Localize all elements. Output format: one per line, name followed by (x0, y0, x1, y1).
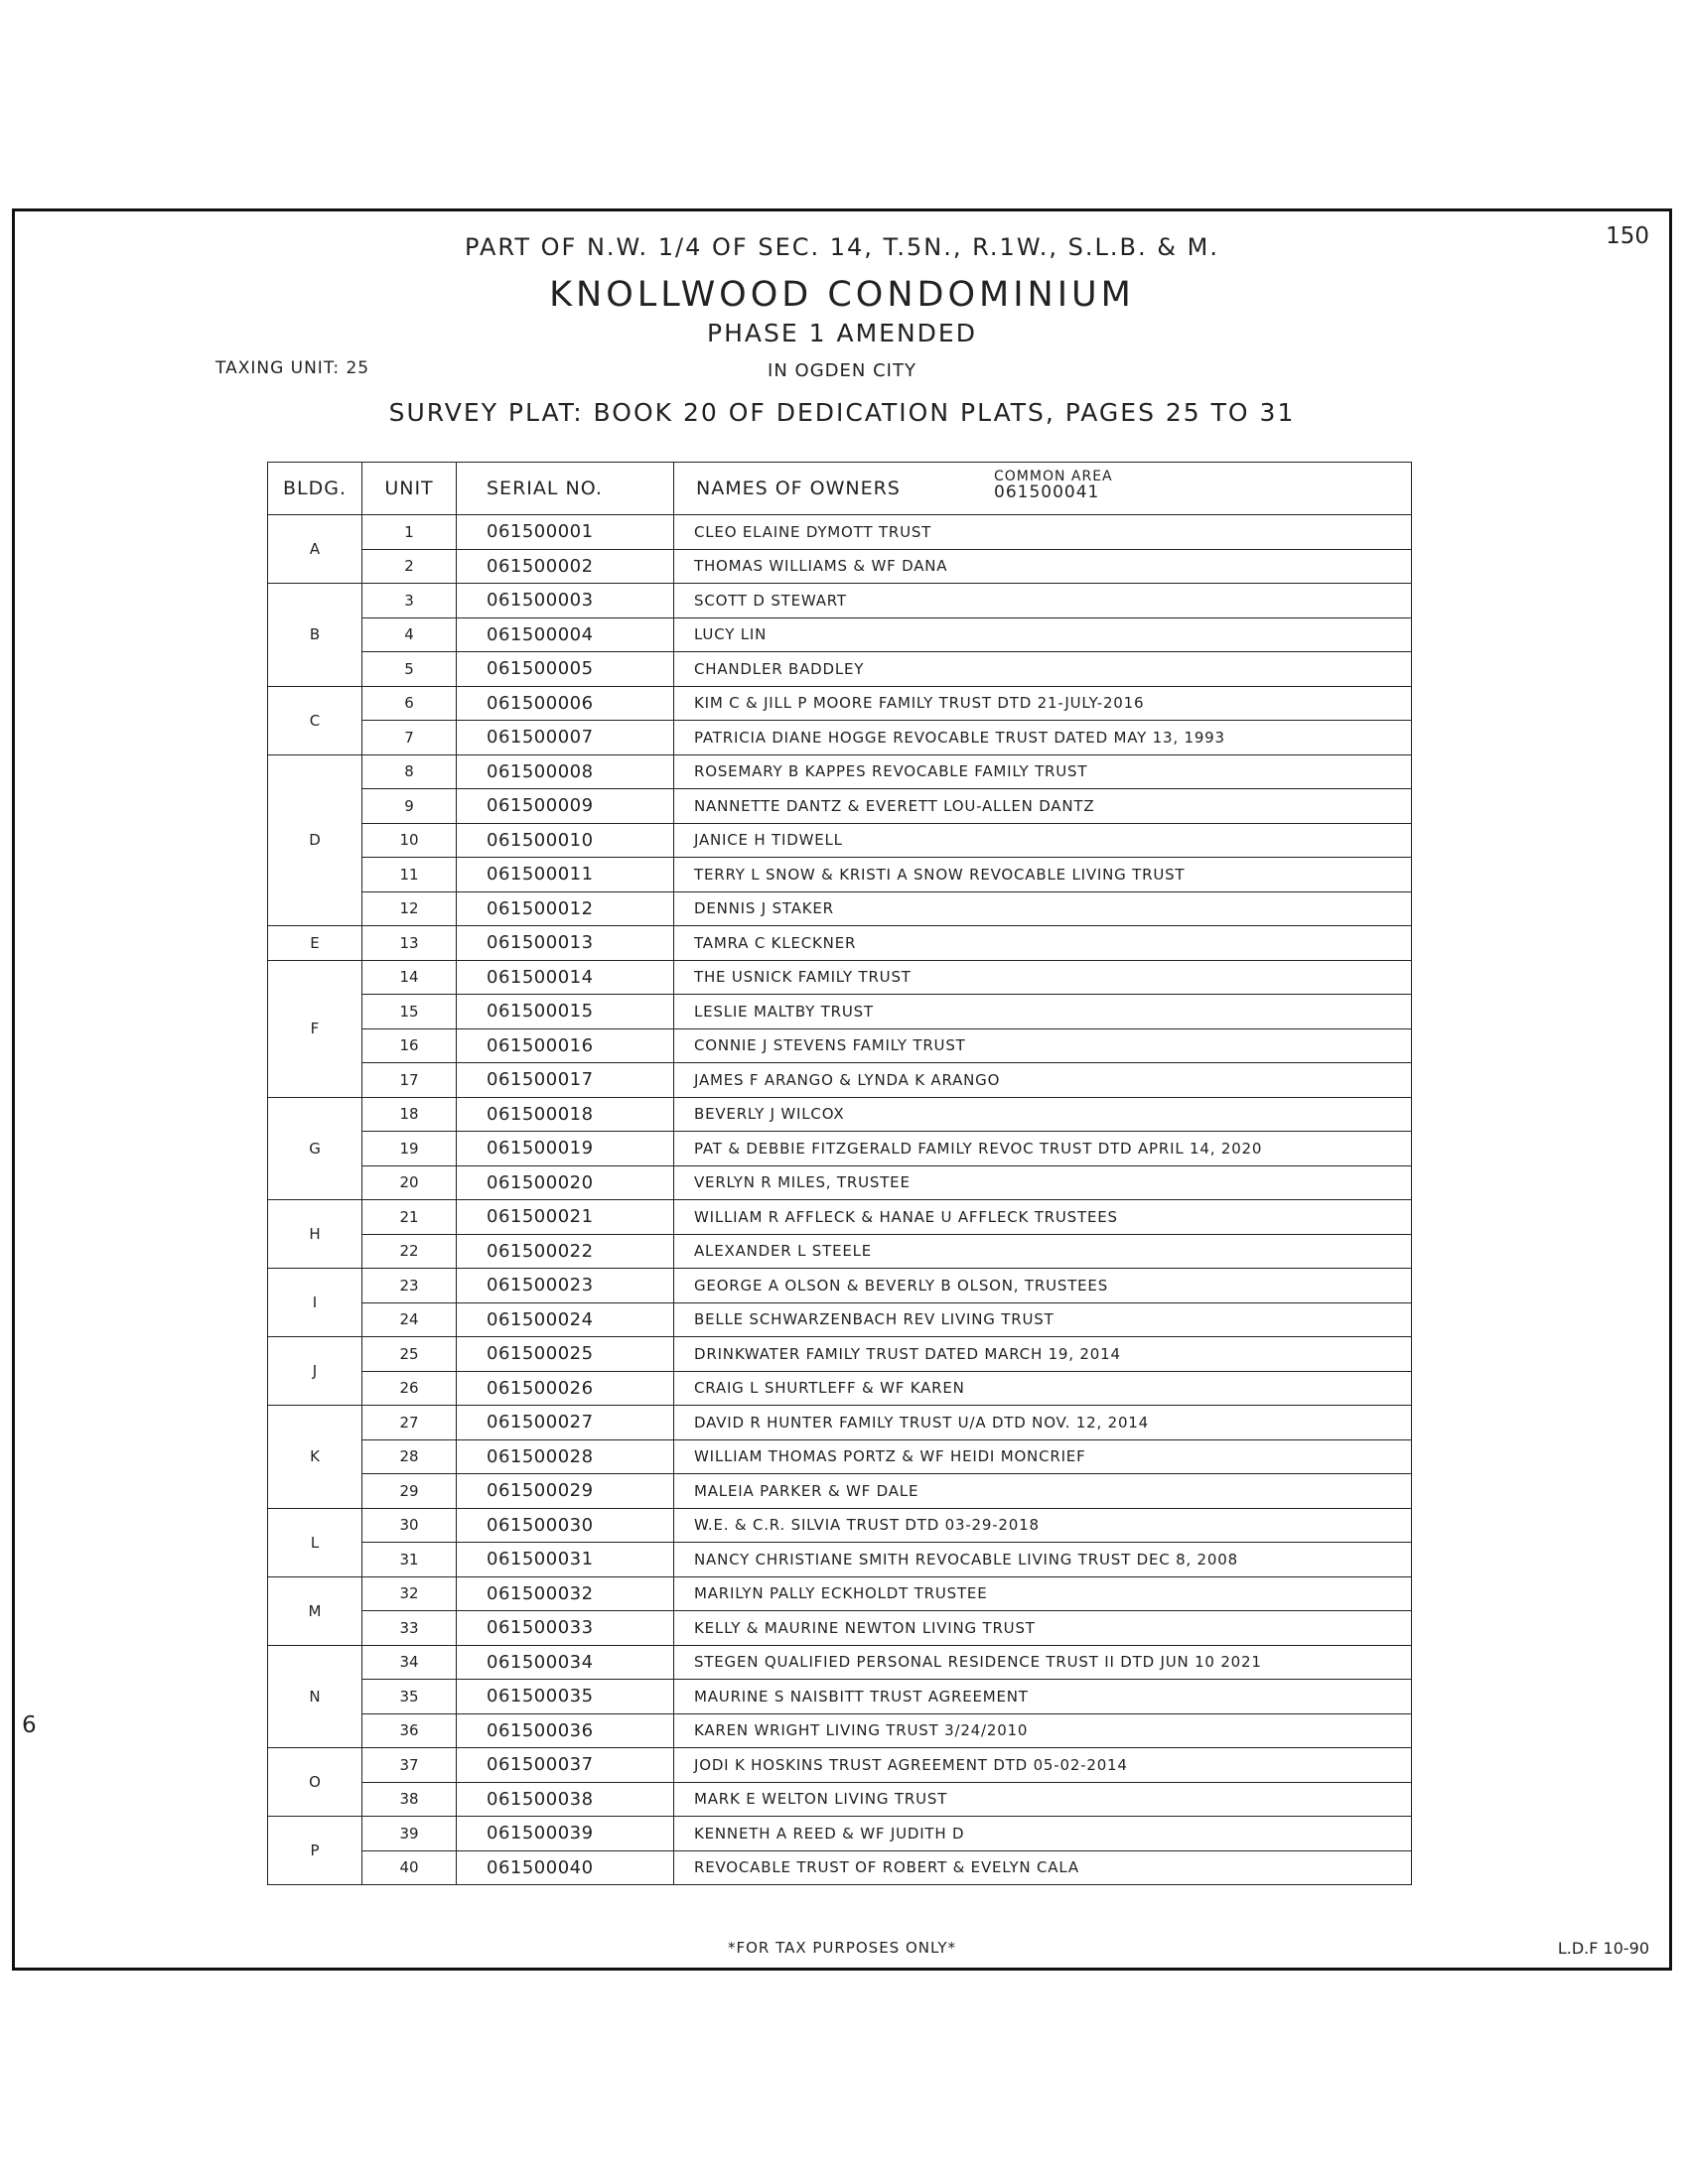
column-header-owners (674, 463, 1412, 515)
unit-cell: 17 (362, 1063, 457, 1098)
serial-cell: 061500024 (457, 1302, 674, 1337)
owner-name-cell: CHANDLER BADDLEY (674, 652, 1412, 687)
serial-cell: 061500022 (457, 1234, 674, 1269)
table-row (268, 1645, 1412, 1680)
table-row (268, 1097, 1412, 1132)
table-row (268, 1576, 1412, 1611)
unit-cell: 32 (362, 1576, 457, 1611)
serial-cell: 061500006 (457, 686, 674, 721)
unit-cell: 16 (362, 1028, 457, 1063)
table-row (268, 1302, 1412, 1337)
unit-cell: 11 (362, 858, 457, 892)
unit-cell: 1 (362, 515, 457, 550)
serial-cell: 061500029 (457, 1474, 674, 1509)
left-page-number: 6 (22, 1712, 37, 1738)
table-row (268, 858, 1412, 892)
table-row (268, 1748, 1412, 1783)
serial-cell: 061500002 (457, 549, 674, 584)
owner-name-cell: JAMES F ARANGO & LYNDA K ARANGO (674, 1063, 1412, 1098)
owner-name-cell: TAMRA C KLECKNER (674, 926, 1412, 961)
unit-cell: 39 (362, 1817, 457, 1851)
building-cell: B (268, 584, 362, 687)
table-row (268, 1371, 1412, 1406)
owners-header-label: NAMES OF OWNERS (696, 478, 901, 499)
unit-cell: 13 (362, 926, 457, 961)
unit-cell: 21 (362, 1200, 457, 1235)
building-cell: L (268, 1508, 362, 1576)
serial-cell: 061500033 (457, 1611, 674, 1646)
owner-name-cell: DRINKWATER FAMILY TRUST DATED MARCH 19, 2014 (674, 1337, 1412, 1372)
unit-cell: 37 (362, 1748, 457, 1783)
unit-cell: 15 (362, 995, 457, 1029)
owner-name-cell: LESLIE MALTBY TRUST (674, 995, 1412, 1029)
table-row (268, 1406, 1412, 1440)
serial-cell: 061500005 (457, 652, 674, 687)
owner-name-cell: GEORGE A OLSON & BEVERLY B OLSON, TRUSTEES (674, 1269, 1412, 1303)
survey-plat-reference: SURVEY PLAT: BOOK 20 OF DEDICATION PLATS, PAGES 25 TO 31 (388, 398, 1296, 427)
serial-cell: 061500011 (457, 858, 674, 892)
common-area (994, 469, 1113, 501)
building-cell: D (268, 754, 362, 926)
table-row (268, 1474, 1412, 1509)
building-cell: J (268, 1337, 362, 1406)
building-cell: F (268, 960, 362, 1097)
owner-name-cell: KAREN WRIGHT LIVING TRUST 3/24/2010 (674, 1713, 1412, 1748)
building-cell: C (268, 686, 362, 754)
unit-cell: 30 (362, 1508, 457, 1543)
serial-cell: 061500039 (457, 1817, 674, 1851)
serial-cell: 061500019 (457, 1132, 674, 1166)
table-row (268, 1782, 1412, 1817)
table-row (268, 754, 1412, 789)
building-cell: A (268, 515, 362, 584)
serial-cell: 061500035 (457, 1680, 674, 1714)
table-row (268, 823, 1412, 858)
unit-cell: 31 (362, 1543, 457, 1577)
table-row (268, 1713, 1412, 1748)
serial-cell: 061500007 (457, 721, 674, 755)
table-row (268, 1165, 1412, 1200)
table-row (268, 1234, 1412, 1269)
table-row (268, 549, 1412, 584)
unit-cell: 24 (362, 1302, 457, 1337)
table-row (268, 652, 1412, 687)
table-row (268, 1439, 1412, 1474)
table-row (268, 1611, 1412, 1646)
owner-name-cell: TERRY L SNOW & KRISTI A SNOW REVOCABLE LIVING TRUST (674, 858, 1412, 892)
building-cell: K (268, 1406, 362, 1509)
table-row (268, 1200, 1412, 1235)
unit-cell: 4 (362, 617, 457, 652)
serial-cell: 061500009 (457, 789, 674, 824)
table-row (268, 1680, 1412, 1714)
table-row (268, 1543, 1412, 1577)
table-row (268, 1132, 1412, 1166)
common-area-serial: 061500041 (994, 482, 1100, 502)
owner-name-cell: W.E. & C.R. SILVIA TRUST DTD 03-29-2018 (674, 1508, 1412, 1543)
unit-cell: 29 (362, 1474, 457, 1509)
ownership-table (267, 462, 1412, 1885)
unit-cell: 28 (362, 1439, 457, 1474)
building-cell: N (268, 1645, 362, 1748)
table-header-row (268, 463, 1412, 515)
unit-cell: 35 (362, 1680, 457, 1714)
table-row (268, 1028, 1412, 1063)
serial-cell: 061500017 (457, 1063, 674, 1098)
serial-cell: 061500004 (457, 617, 674, 652)
owner-name-cell: PATRICIA DIANE HOGGE REVOCABLE TRUST DATED MAY 13, 1993 (674, 721, 1412, 755)
building-cell: I (268, 1269, 362, 1337)
owner-name-cell: ALEXANDER L STEELE (674, 1234, 1412, 1269)
owner-name-cell: DENNIS J STAKER (674, 891, 1412, 926)
owner-name-cell: WILLIAM R AFFLECK & HANAE U AFFLECK TRUSTEES (674, 1200, 1412, 1235)
serial-cell: 061500010 (457, 823, 674, 858)
unit-cell: 26 (362, 1371, 457, 1406)
owner-name-cell: PAT & DEBBIE FITZGERALD FAMILY REVOC TRUST DTD APRIL 14, 2020 (674, 1132, 1412, 1166)
owner-name-cell: THE USNICK FAMILY TRUST (674, 960, 1412, 995)
serial-cell: 061500031 (457, 1543, 674, 1577)
page-title: KNOLLWOOD CONDOMINIUM (549, 275, 1135, 315)
unit-cell: 34 (362, 1645, 457, 1680)
unit-cell: 19 (362, 1132, 457, 1166)
building-cell: H (268, 1200, 362, 1269)
common-area-label: COMMON AREA (994, 469, 1113, 484)
owner-name-cell: ROSEMARY B KAPPES REVOCABLE FAMILY TRUST (674, 754, 1412, 789)
serial-cell: 061500034 (457, 1645, 674, 1680)
table-row (268, 1850, 1412, 1885)
building-cell: O (268, 1748, 362, 1817)
serial-cell: 061500026 (457, 1371, 674, 1406)
column-header-serial: SERIAL NO. (457, 463, 674, 515)
plat-sheet (12, 208, 1672, 1971)
owner-name-cell: MALEIA PARKER & WF DALE (674, 1474, 1412, 1509)
column-header-bldg: BLDG. (268, 463, 362, 515)
unit-cell: 20 (362, 1165, 457, 1200)
serial-cell: 061500008 (457, 754, 674, 789)
serial-cell: 061500038 (457, 1782, 674, 1817)
owner-name-cell: THOMAS WILLIAMS & WF DANA (674, 549, 1412, 584)
tax-purposes-note: *FOR TAX PURPOSES ONLY* (727, 1939, 957, 1957)
unit-cell: 27 (362, 1406, 457, 1440)
table-row (268, 584, 1412, 618)
serial-cell: 061500028 (457, 1439, 674, 1474)
table-row (268, 891, 1412, 926)
taxing-unit: TAXING UNIT: 25 (215, 358, 370, 378)
unit-cell: 6 (362, 686, 457, 721)
table-row (268, 960, 1412, 995)
owner-name-cell: VERLYN R MILES, TRUSTEE (674, 1165, 1412, 1200)
owner-name-cell: CLEO ELAINE DYMOTT TRUST (674, 515, 1412, 550)
serial-cell: 061500003 (457, 584, 674, 618)
owner-name-cell: KELLY & MAURINE NEWTON LIVING TRUST (674, 1611, 1412, 1646)
owner-name-cell: MAURINE S NAISBITT TRUST AGREEMENT (674, 1680, 1412, 1714)
owner-name-cell: BELLE SCHWARZENBACH REV LIVING TRUST (674, 1302, 1412, 1337)
table-row (268, 995, 1412, 1029)
unit-cell: 7 (362, 721, 457, 755)
owner-name-cell: CONNIE J STEVENS FAMILY TRUST (674, 1028, 1412, 1063)
serial-cell: 061500016 (457, 1028, 674, 1063)
owner-name-cell: BEVERLY J WILCOX (674, 1097, 1412, 1132)
legal-description: PART OF N.W. 1/4 OF SEC. 14, T.5N., R.1W., S.L.B. & M. (465, 233, 1219, 261)
unit-cell: 2 (362, 549, 457, 584)
serial-cell: 061500018 (457, 1097, 674, 1132)
table-row (268, 617, 1412, 652)
unit-cell: 23 (362, 1269, 457, 1303)
serial-cell: 061500020 (457, 1165, 674, 1200)
serial-cell: 061500021 (457, 1200, 674, 1235)
owner-name-cell: NANCY CHRISTIANE SMITH REVOCABLE LIVING TRUST DEC 8, 2008 (674, 1543, 1412, 1577)
page-number: 150 (1606, 223, 1649, 249)
owner-name-cell: NANNETTE DANTZ & EVERETT LOU-ALLEN DANTZ (674, 789, 1412, 824)
unit-cell: 40 (362, 1850, 457, 1885)
unit-cell: 10 (362, 823, 457, 858)
table-row (268, 1508, 1412, 1543)
owner-name-cell: STEGEN QUALIFIED PERSONAL RESIDENCE TRUST II DTD JUN 10 2021 (674, 1645, 1412, 1680)
owner-name-cell: REVOCABLE TRUST OF ROBERT & EVELYN CALA (674, 1850, 1412, 1885)
table-row (268, 1337, 1412, 1372)
unit-cell: 14 (362, 960, 457, 995)
serial-cell: 061500025 (457, 1337, 674, 1372)
unit-cell: 18 (362, 1097, 457, 1132)
serial-cell: 061500014 (457, 960, 674, 995)
phase-subtitle: PHASE 1 AMENDED (707, 319, 977, 347)
table-body (268, 515, 1412, 1885)
serial-cell: 061500012 (457, 891, 674, 926)
table-row (268, 515, 1412, 550)
unit-cell: 12 (362, 891, 457, 926)
owner-name-cell: MARK E WELTON LIVING TRUST (674, 1782, 1412, 1817)
owner-name-cell: KENNETH A REED & WF JUDITH D (674, 1817, 1412, 1851)
unit-cell: 5 (362, 652, 457, 687)
owner-name-cell: LUCY LIN (674, 617, 1412, 652)
unit-cell: 3 (362, 584, 457, 618)
table-row (268, 686, 1412, 721)
serial-cell: 061500036 (457, 1713, 674, 1748)
table-row (268, 1063, 1412, 1098)
serial-cell: 061500040 (457, 1850, 674, 1885)
unit-cell: 9 (362, 789, 457, 824)
unit-cell: 36 (362, 1713, 457, 1748)
owner-name-cell: SCOTT D STEWART (674, 584, 1412, 618)
owner-name-cell: JODI K HOSKINS TRUST AGREEMENT DTD 05-02-2014 (674, 1748, 1412, 1783)
serial-cell: 061500032 (457, 1576, 674, 1611)
owner-name-cell: KIM C & JILL P MOORE FAMILY TRUST DTD 21-JULY-2016 (674, 686, 1412, 721)
table-row (268, 789, 1412, 824)
unit-cell: 8 (362, 754, 457, 789)
serial-cell: 061500001 (457, 515, 674, 550)
serial-cell: 061500030 (457, 1508, 674, 1543)
serial-cell: 061500023 (457, 1269, 674, 1303)
table-row (268, 1269, 1412, 1303)
owner-name-cell: WILLIAM THOMAS PORTZ & WF HEIDI MONCRIEF (674, 1439, 1412, 1474)
building-cell: G (268, 1097, 362, 1200)
unit-cell: 22 (362, 1234, 457, 1269)
table-row (268, 721, 1412, 755)
owner-name-cell: CRAIG L SHURTLEFF & WF KAREN (674, 1371, 1412, 1406)
serial-cell: 061500027 (457, 1406, 674, 1440)
table-row (268, 1817, 1412, 1851)
table-row (268, 926, 1412, 961)
unit-cell: 25 (362, 1337, 457, 1372)
city-label: IN OGDEN CITY (768, 360, 916, 381)
building-cell: P (268, 1817, 362, 1885)
owner-name-cell: MARILYN PALLY ECKHOLDT TRUSTEE (674, 1576, 1412, 1611)
column-header-unit: UNIT (362, 463, 457, 515)
unit-cell: 38 (362, 1782, 457, 1817)
serial-cell: 061500013 (457, 926, 674, 961)
building-cell: E (268, 926, 362, 961)
unit-cell: 33 (362, 1611, 457, 1646)
ldf-code: L.D.F 10-90 (1557, 1939, 1649, 1958)
serial-cell: 061500037 (457, 1748, 674, 1783)
owner-name-cell: JANICE H TIDWELL (674, 823, 1412, 858)
serial-cell: 061500015 (457, 995, 674, 1029)
owner-name-cell: DAVID R HUNTER FAMILY TRUST U/A DTD NOV. 12, 2014 (674, 1406, 1412, 1440)
building-cell: M (268, 1576, 362, 1645)
